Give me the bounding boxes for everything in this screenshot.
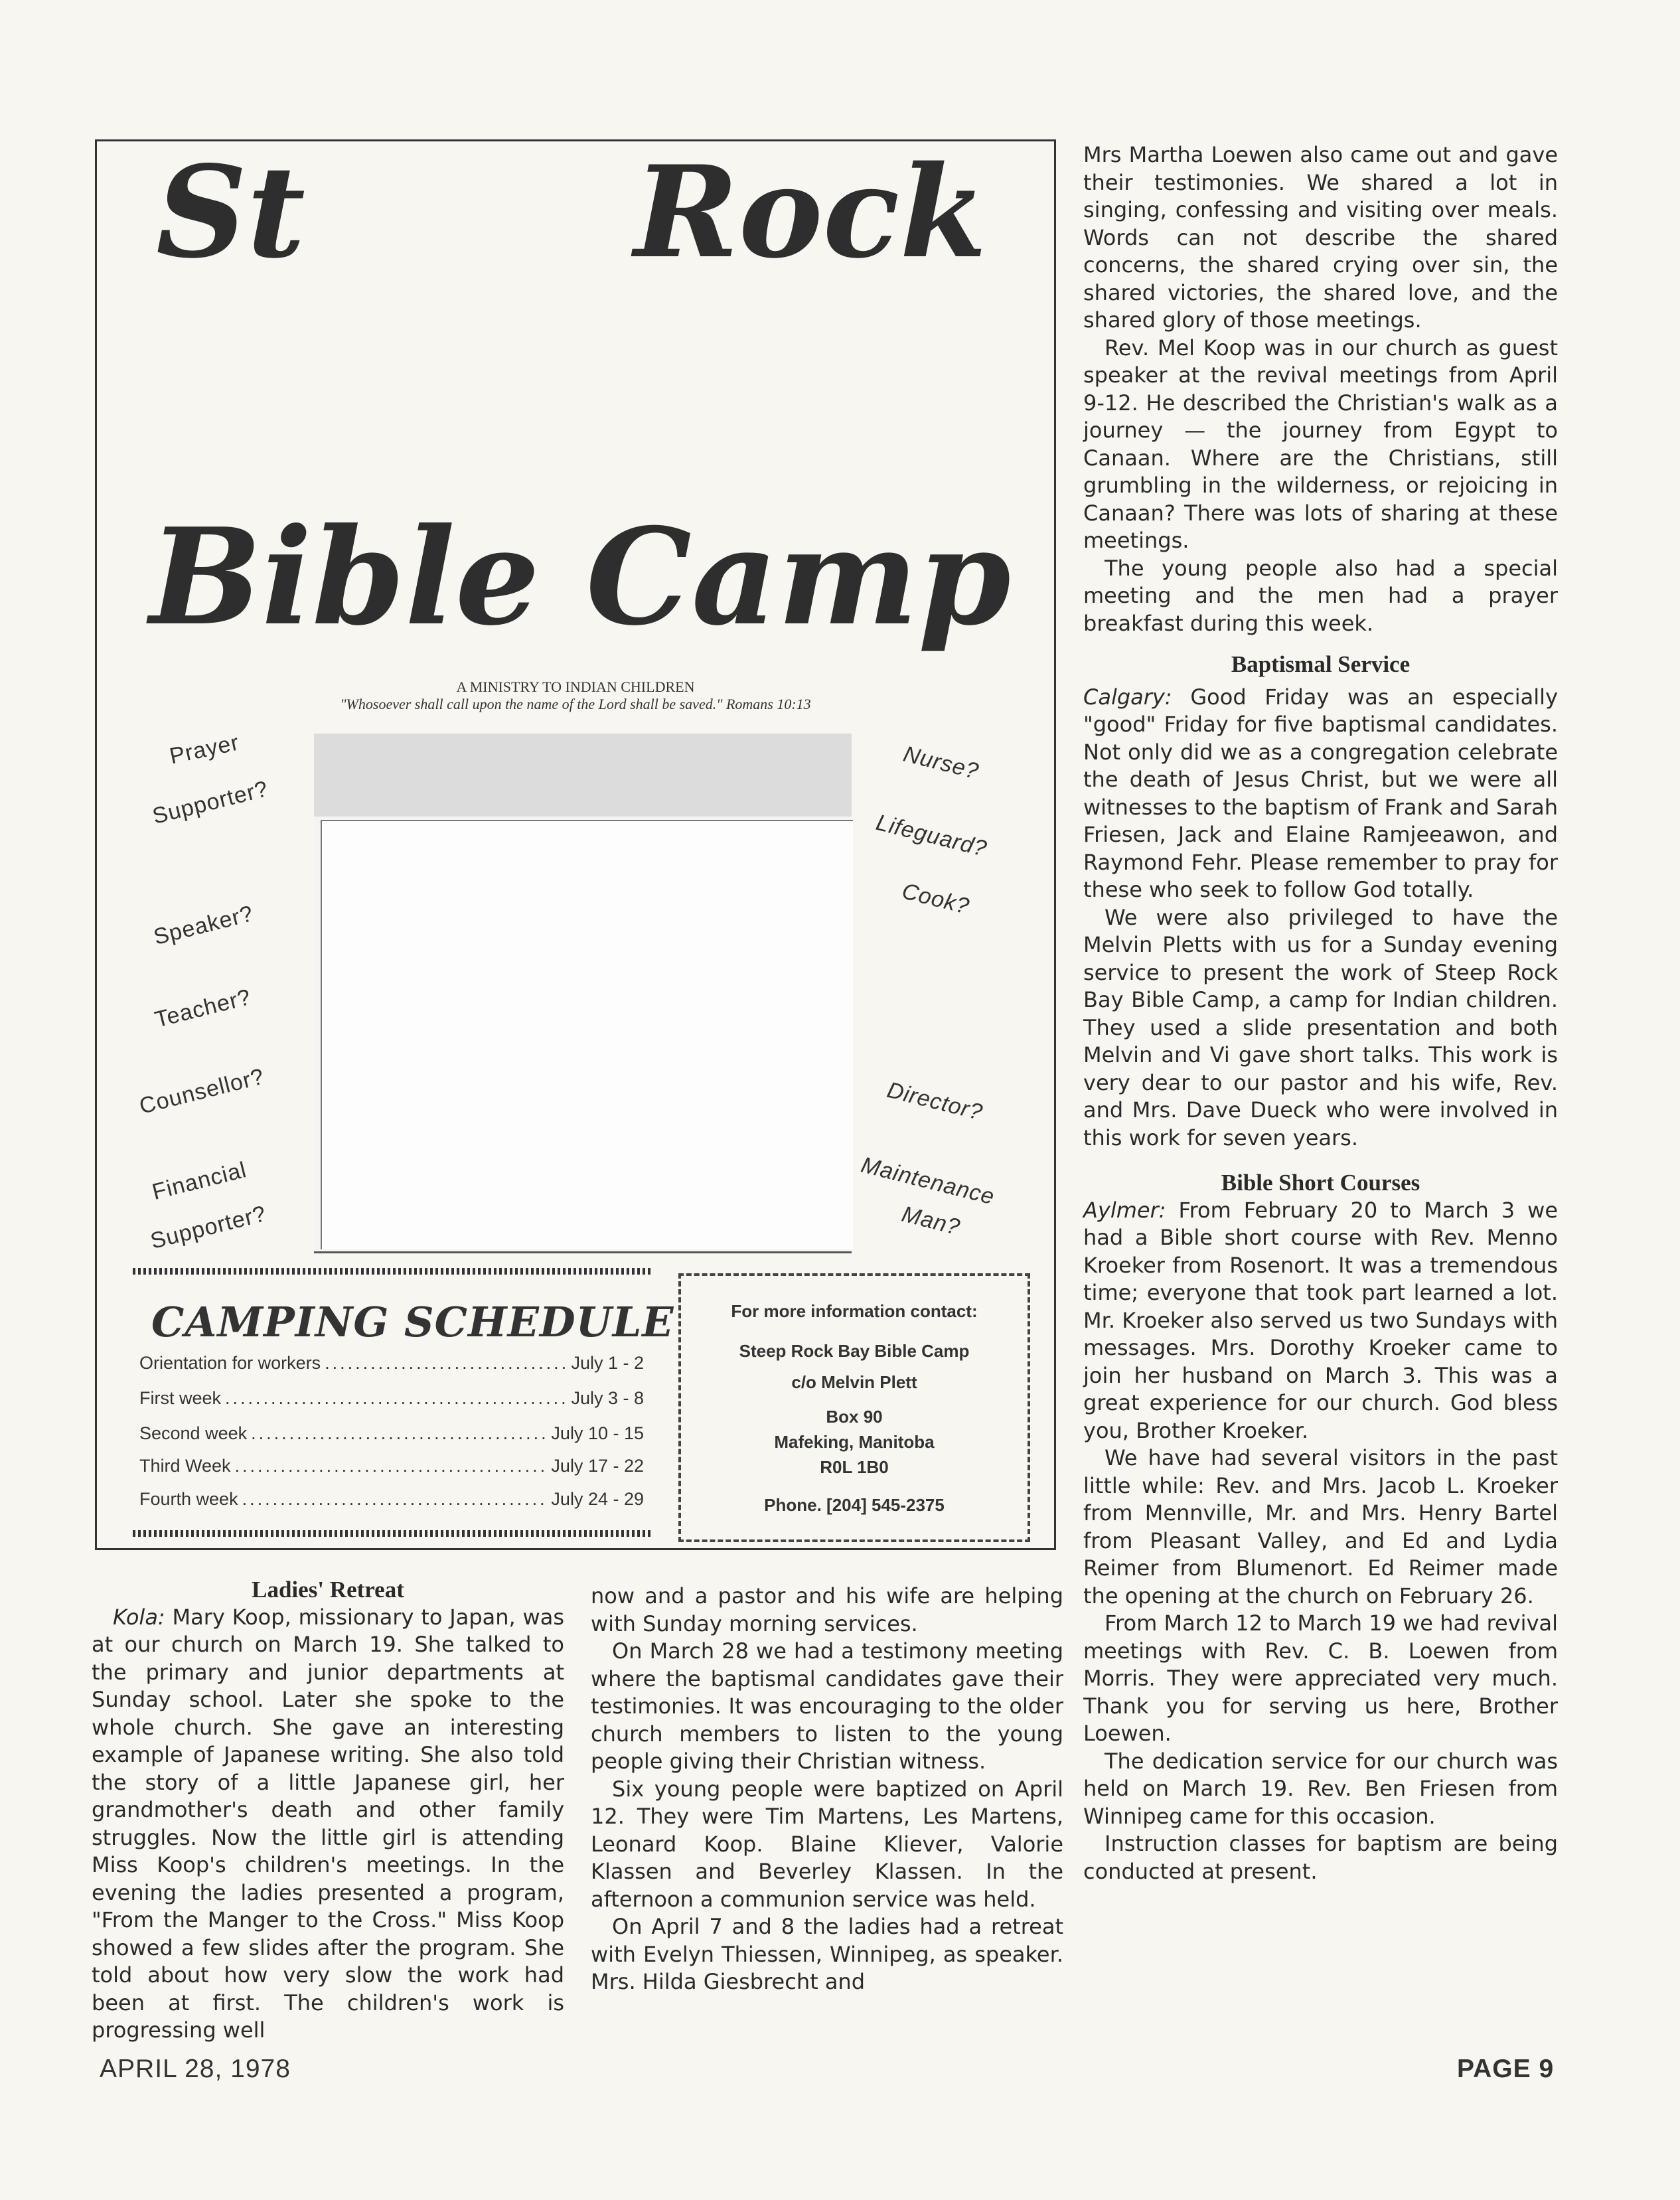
schedule-dates: July 24 - 29 [551, 1489, 644, 1509]
role-prayer-supporter: Supporter? [149, 776, 271, 830]
paragraph-text: Mary Koop, missionary to Japan, was at our church on March 19. She talked to the primary and junior departments at Sunday school. Later she spoke to the whole church. She gave an interesting example of Japanese writing. She also told the story of a little Japanese girl, her grandmother's death and other family struggles. Now the little girl is attending Miss Koop's children's meetings. In the evening the ladies presented a program, "From the Manger to the Cross." Miss Koop showed a few slides after the program. She told about how very slow the work had been at first. The children's work is progressing well [92, 1604, 564, 2043]
ad-title-bible-camp: Bible Camp [149, 499, 1011, 655]
ad-ministry-line: A MINISTRY TO INDIAN CHILDREN [456, 678, 695, 695]
paragraph-text: Good Friday was an especially "good" Friday for five baptismal candidates. Not only did we as a congregation celebrate the death of Jesus Christ, but we were all witnesses to the baptism of Frank and Sarah Friesen, Jack and Elaine Ramjeeawon, and Raymond Fehr. Please remember to pray for these who seek to follow God totally. [1083, 684, 1558, 902]
contact-postal-code: R0L 1B0 [820, 1457, 889, 1477]
schedule-row [139, 1489, 644, 1510]
schedule-dates: July 17 - 22 [551, 1456, 644, 1476]
paragraph: From March 12 to March 19 we had revival meetings with Rev. C. B. Loewen from Morris. They were appreciated very much. Thank you for serving us here, Brother Loewen. [1083, 1611, 1558, 1746]
role-director: Director? [884, 1077, 986, 1126]
schedule-dates: July 10 - 15 [551, 1423, 644, 1443]
schedule-row [139, 1423, 644, 1444]
ad-verse: "Whosoever shall call upon the name of the Lord shall be saved." Romans 10:13 [340, 696, 811, 712]
column-2 [591, 1583, 1063, 1996]
schedule-row [139, 1353, 644, 1374]
paragraph: We were also privileged to have the Melvin Pletts with us for a Sunday evening service to present the work of Steep Rock Bay Bible Camp, a camp for Indian children. They used a slide presentation and both Melvin and Vi gave short talks. This work is very dear to our pastor and his wife, Rev. and Mrs. Dave Dueck who were involved in this work for seven years. [1083, 904, 1558, 1150]
schedule-top-border [133, 1268, 650, 1275]
role-teacher: Teacher? [152, 984, 254, 1033]
footer-page-number: PAGE 9 [1457, 2055, 1555, 2083]
schedule-label: Third Week [139, 1456, 231, 1476]
paragraph: The young people also had a special meeting and the men had a prayer breakfast during this week. [1083, 555, 1558, 636]
paragraph: On March 28 we had a testimony meeting where the baptismal candidates gave their testimonies. It was encouraging to the older church members to listen to the young people giving their Christian witness. [591, 1638, 1063, 1774]
role-lifeguard: Lifeguard? [874, 809, 990, 862]
paragraph: The dedication service for our church was held on March 19. Rev. Ben Friesen from Winnipeg came for this occasion. [1083, 1748, 1558, 1829]
paragraph: Instruction classes for baptism are being conducted at present. [1083, 1831, 1558, 1884]
contact-city: Mafeking, Manitoba [774, 1432, 935, 1452]
place-name: Kola: [113, 1604, 165, 1630]
schedule-label: Orientation for workers [139, 1353, 321, 1373]
role-financial-supporter: Supporter? [147, 1201, 269, 1255]
paragraph: now and a pastor and his wife are helping with Sunday morning services. [591, 1583, 1063, 1636]
schedule-leader [325, 1353, 567, 1374]
paragraph [92, 1604, 564, 2045]
footer-date: APRIL 28, 1978 [100, 2055, 291, 2083]
contact-box-number: Box 90 [826, 1407, 883, 1427]
heading-baptismal-service: Baptismal Service [1231, 651, 1411, 677]
heading-ladies-retreat: Ladies' Retreat [252, 1577, 404, 1603]
schedule-leader [251, 1423, 547, 1444]
paragraph [1083, 1197, 1558, 1445]
ad-title-rock: Rock [634, 138, 987, 286]
role-speaker: Speaker? [151, 901, 256, 951]
schedule-bottom-border [133, 1530, 650, 1537]
heading-bible-short-courses: Bible Short Courses [1221, 1170, 1420, 1196]
contact-org: Steep Rock Bay Bible Camp [739, 1341, 970, 1361]
schedule-row [139, 1388, 644, 1409]
paragraph: Mrs Martha Loewen also came out and gave their testimonies. We shared a lot in singing, confessing and visiting over meals. Words can not describe the shared concerns, the shared crying over sin, the shared victories, the shared love, and the shared glory of those meetings. [1083, 142, 1558, 333]
schedule-dates: July 3 - 8 [571, 1388, 644, 1408]
role-counsellor: Counsellor? [137, 1063, 267, 1119]
role-nurse: Nurse? [901, 741, 982, 785]
schedule-row [139, 1456, 644, 1476]
role-maintenance-man: Man? [899, 1201, 963, 1241]
paragraph-text: From February 20 to March 3 we had a Bible short course with Rev. Menno Kroeker from Rosenort. It was a tremendous time; everyone that took part learned a lot. Mr. Kroeker also served us two Sundays with messages. Mrs. Dorothy Kroeker came to join her husband on March 3. This was a great experience for our church. God bless you, Brother Kroeker. [1083, 1197, 1558, 1443]
role-maintenance: Maintenance [858, 1152, 998, 1210]
paragraph: On April 7 and 8 the ladies had a retreat with Evelyn Thiessen, Winnipeg, as speaker. Mrs. Hilda Giesbrecht and [591, 1914, 1063, 1994]
schedule-leader [225, 1388, 567, 1409]
camp-photo-top [314, 734, 852, 817]
paragraph: We have had several visitors in the past little while: Rev. and Mrs. Jacob L. Kroeker from Mennville, Mr. and Mrs. Henry Bartel from Pleasant Valley, and Ed and Lydia Reimer from Blumenort. Ed Reimer made the opening at the church on February 26. [1083, 1445, 1558, 1609]
schedule-label: First week [139, 1388, 222, 1408]
column-3 [1083, 141, 1558, 1885]
schedule-leader [242, 1489, 548, 1510]
camp-photo-inner [321, 820, 853, 1249]
ad-title-fragment: St [156, 138, 305, 286]
schedule-dates: July 1 - 2 [571, 1353, 644, 1373]
role-financial: Financial [149, 1157, 250, 1205]
paragraph: Six young people were baptized on April 12. They were Tim Martens, Les Martens, Leonard Koop. Blaine Kliever, Valorie Klassen and Beverley Klassen. In the afternoon a communion service was held. [591, 1776, 1063, 1912]
schedule-label: Second week [139, 1423, 248, 1443]
schedule-label: Fourth week [139, 1489, 238, 1509]
contact-box [678, 1273, 1030, 1542]
schedule-leader [235, 1456, 548, 1476]
paragraph: Rev. Mel Koop was in our church as guest speaker at the revival meetings from April 9-12. He described the Christian's walk as a journey — the journey from Egypt to Canaan. Where are the Christians, still grumbling in the wilderness, or rejoicing in Canaan? There was lots of sharing at these meetings. [1083, 335, 1558, 553]
column-1 [92, 1576, 564, 2045]
paragraph [1083, 684, 1558, 904]
schedule-title: CAMPING SCHEDULE [151, 1298, 674, 1346]
contact-heading: For more information contact: [731, 1301, 978, 1321]
contact-phone: Phone. [204] 545-2375 [764, 1495, 945, 1515]
place-name: Aylmer: [1083, 1197, 1166, 1223]
place-name: Calgary: [1083, 684, 1172, 710]
contact-care-of: c/o Melvin Plett [791, 1372, 917, 1392]
role-prayer: Prayer [167, 730, 242, 769]
role-cook: Cook? [899, 878, 972, 919]
